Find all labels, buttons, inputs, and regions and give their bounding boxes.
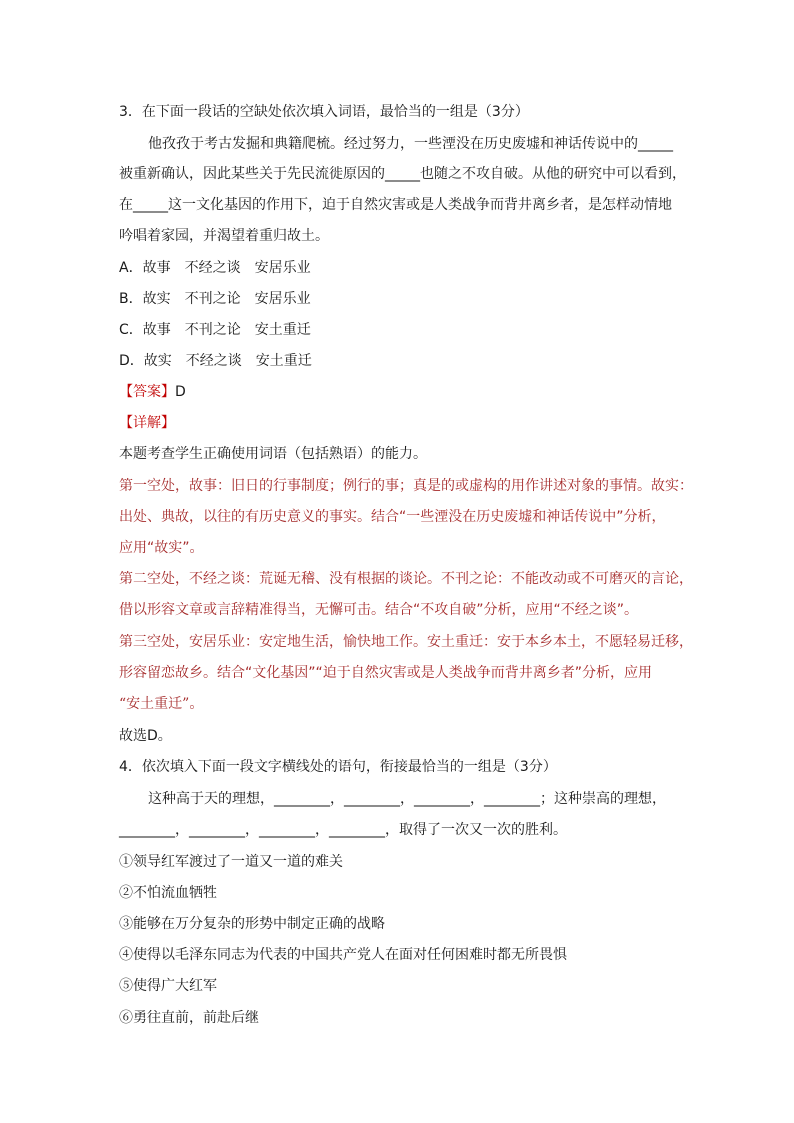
q4-item-6: ⑥勇往直前，前赴后继 bbox=[119, 1010, 259, 1026]
q3-stem: 3．在下面一段话的空缺处依次填入词语，最恰当的一组是（3分） bbox=[119, 104, 529, 120]
q3-passage-line-1: 他孜孜于考古发掘和典籍爬梳。经过努力，一些湮没在历史废墟和神话传说中的_____ bbox=[148, 136, 673, 152]
q3-option-a: A．故事 不经之谈 安居乐业 bbox=[119, 260, 311, 276]
answer-label: 【答案】 bbox=[119, 384, 175, 400]
analysis-line-5: 借以形容文章或言辞精准得当，无懈可击。结合“不攻自破”分析，应用“不经之谈”。 bbox=[119, 602, 639, 618]
q3-passage-line-3: 在_____这一文化基因的作用下，迫于自然灾害或是人类战争而背井离乡者，是怎样动情地 bbox=[119, 197, 672, 213]
q3-option-d: D．故实 不经之谈 安土重迁 bbox=[119, 353, 312, 369]
q3-passage-line-4: 吟唱着家园，并渴望着重归故土。 bbox=[119, 228, 329, 244]
answer-line bbox=[119, 382, 186, 402]
q4-item-5: ⑤使得广大红军 bbox=[119, 978, 217, 994]
analysis-line-4: 第二空处，不经之谈：荒诞无稽、没有根据的谈论。不刊之论：不能改动或不可磨灭的言论， bbox=[119, 571, 693, 587]
q3-option-b: B．故实 不刊之论 安居乐业 bbox=[119, 291, 311, 307]
answer-value: D bbox=[175, 384, 186, 400]
q3-option-c: C．故事 不刊之论 安土重迁 bbox=[119, 322, 311, 338]
q4-item-3: ③能够在万分复杂的形势中制定正确的战略 bbox=[119, 916, 385, 932]
q4-item-4: ④使得以毛泽东同志为代表的中国共产党人在面对任何困难时都无所畏惧 bbox=[119, 947, 567, 963]
analysis-line-6: 第三空处，安居乐业：安定地生活，愉快地工作。安土重迁：安于本乡本土，不愿轻易迁移， bbox=[119, 634, 693, 650]
q4-passage-line-1: 这种高于天的理想，________，________，________，________；这种崇高的理想， bbox=[148, 791, 666, 807]
analysis-line-2: 出处、典故，以往的有历史意义的事实。结合“一些湮没在历史废墟和神话传说中”分析， bbox=[119, 509, 666, 525]
q4-passage-line-2: ________，________，________，________，取得了一次又一次的胜利。 bbox=[119, 822, 567, 838]
q3-passage-line-2: 被重新确认，因此某些关于先民流徙原因的_____也随之不攻自破。从他的研究中可以看到， bbox=[119, 166, 686, 182]
analysis-line-3: 应用“故实”。 bbox=[119, 540, 204, 556]
analysis-line-7: 形容留恋故乡。结合“文化基因”“迫于自然灾害或是人类战争而背井离乡者”分析，应用 bbox=[119, 665, 653, 681]
detail-intro: 本题考查学生正确使用词语（包括熟语）的能力。 bbox=[119, 446, 427, 462]
detail-label: 【详解】 bbox=[119, 415, 175, 431]
analysis-line-1: 第一空处，故事：旧日的行事制度；例行的事；真是的或虚构的用作讲述对象的事情。故实： bbox=[119, 478, 693, 494]
q3-conclusion: 故选D。 bbox=[119, 728, 172, 744]
q4-item-1: ①领导红军渡过了一道又一道的难关 bbox=[119, 854, 343, 870]
q4-stem: 4．依次填入下面一段文字横线处的语句，衔接最恰当的一组是（3分） bbox=[119, 759, 557, 775]
analysis-line-8: “安土重迁”。 bbox=[119, 696, 204, 712]
q4-item-2: ②不怕流血牺牲 bbox=[119, 885, 217, 901]
